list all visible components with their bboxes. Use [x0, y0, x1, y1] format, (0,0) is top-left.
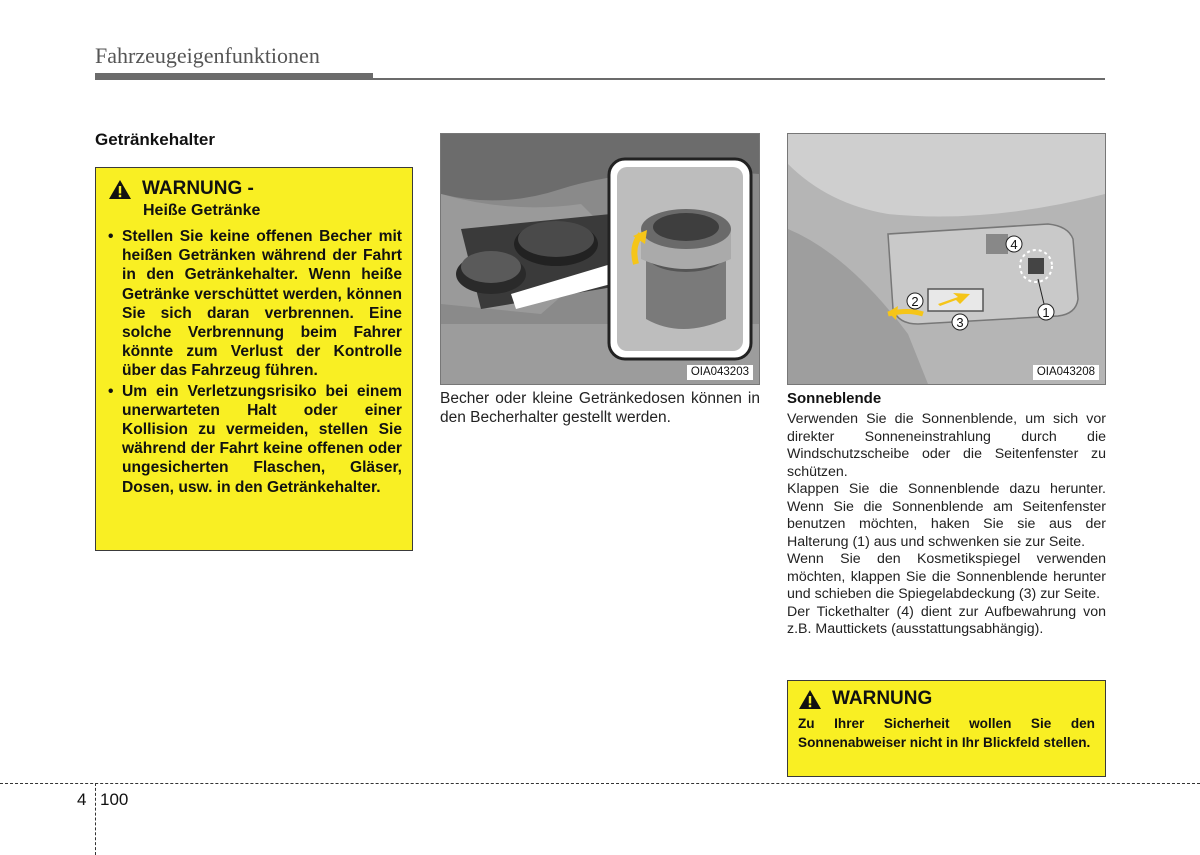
paragraph: Klappen Sie die Sonnenblende dazu herunter. Wenn Sie die Sonnenblende am Seitenfenster benutzen möchten, haken Sie sie aus der Halterung (1) aus und schwenken sie zur Seite. — [787, 481, 1106, 550]
warning-heading-text: WARNUNG - — [142, 178, 254, 199]
bullet-icon: • — [108, 382, 114, 400]
warning-list — [108, 227, 402, 497]
warning-box-sun-visor — [787, 680, 1106, 777]
figure-caption: Becher oder kleine Getränkedosen können in den Becherhalter gestellt werden. — [440, 390, 760, 426]
warning-box-hot-drinks — [95, 167, 413, 551]
page-header-title: Fahrzeugeigenfunktionen — [95, 43, 320, 68]
sun-visor-illustration — [788, 134, 1105, 384]
figure-code: OIA043208 — [1033, 365, 1099, 380]
callout-1: 1 — [1042, 305, 1050, 320]
sun-visor-text — [787, 411, 1106, 639]
callout-4: 4 — [1010, 237, 1018, 252]
cup-holder-figure — [440, 133, 760, 385]
warning-item-text: Um ein Verletzungsrisiko bei einem unerwarteten Halt oder einer Kollision zu vermeiden, stellen Sie während der Fahrt keine offenen oder ungesicherten Flaschen, Gläser, Dosen, usw. in den Getränkehalter. — [122, 382, 402, 496]
warning-text: Zu Ihrer Sicherheit wollen Sie den Sonnenabweiser nicht in Ihr Blickfeld stellen. — [798, 716, 1095, 750]
footer-rule — [0, 783, 1200, 784]
warning-list-item — [108, 227, 402, 381]
warning-heading — [108, 178, 402, 200]
paragraph: Verwenden Sie die Sonnenblende, um sich vor direkter Sonneneinstrahlung durch die Windschutzscheibe oder die Seitenfenster zu schützen. — [787, 411, 1106, 480]
paragraph: Wenn Sie den Kosmetikspiegel verwenden möchten, klappen Sie die Sonnenblende herunter und schieben die Spiegelabdeckung (3) zur Seite. — [787, 551, 1106, 602]
warning-heading-text: WARNUNG — [832, 688, 933, 709]
page-number: 100 — [100, 790, 129, 809]
warning-triangle-icon — [108, 179, 132, 200]
warning-heading — [798, 688, 1095, 710]
header-rule-thick — [95, 73, 373, 80]
paragraph: Der Tickethalter (4) dient zur Aufbewahrung von z.B. Mauttickets (ausstattungsabhängig). — [787, 603, 1106, 637]
callout-3: 3 — [956, 315, 964, 330]
sun-visor-figure — [787, 133, 1106, 385]
callout-2: 2 — [911, 294, 919, 309]
subsection-title: Sonneblende — [787, 390, 882, 407]
section-title: Getränkehalter — [95, 130, 215, 149]
warning-triangle-icon — [798, 689, 822, 710]
warning-item-text: Stellen Sie keine offenen Becher mit heißen Getränken während der Fahrt in den Getränkehalter. Wenn heiße Getränke verschüttet werden, können Sie sich daran verbrennen. Eine solche Verbrennung beim Fahrer könnte zum Verlust der Kontrolle über das Fahrzeug führen. — [122, 228, 402, 380]
warning-subheading: Heiße Getränke — [143, 202, 261, 219]
figure-code: OIA043203 — [687, 365, 753, 380]
warning-list-item — [108, 382, 402, 497]
header-rule-thin — [373, 78, 1105, 80]
cup-holder-illustration — [441, 134, 759, 384]
chapter-number: 4 — [77, 790, 87, 809]
footer-divider — [95, 783, 96, 855]
bullet-icon: • — [108, 228, 114, 245]
